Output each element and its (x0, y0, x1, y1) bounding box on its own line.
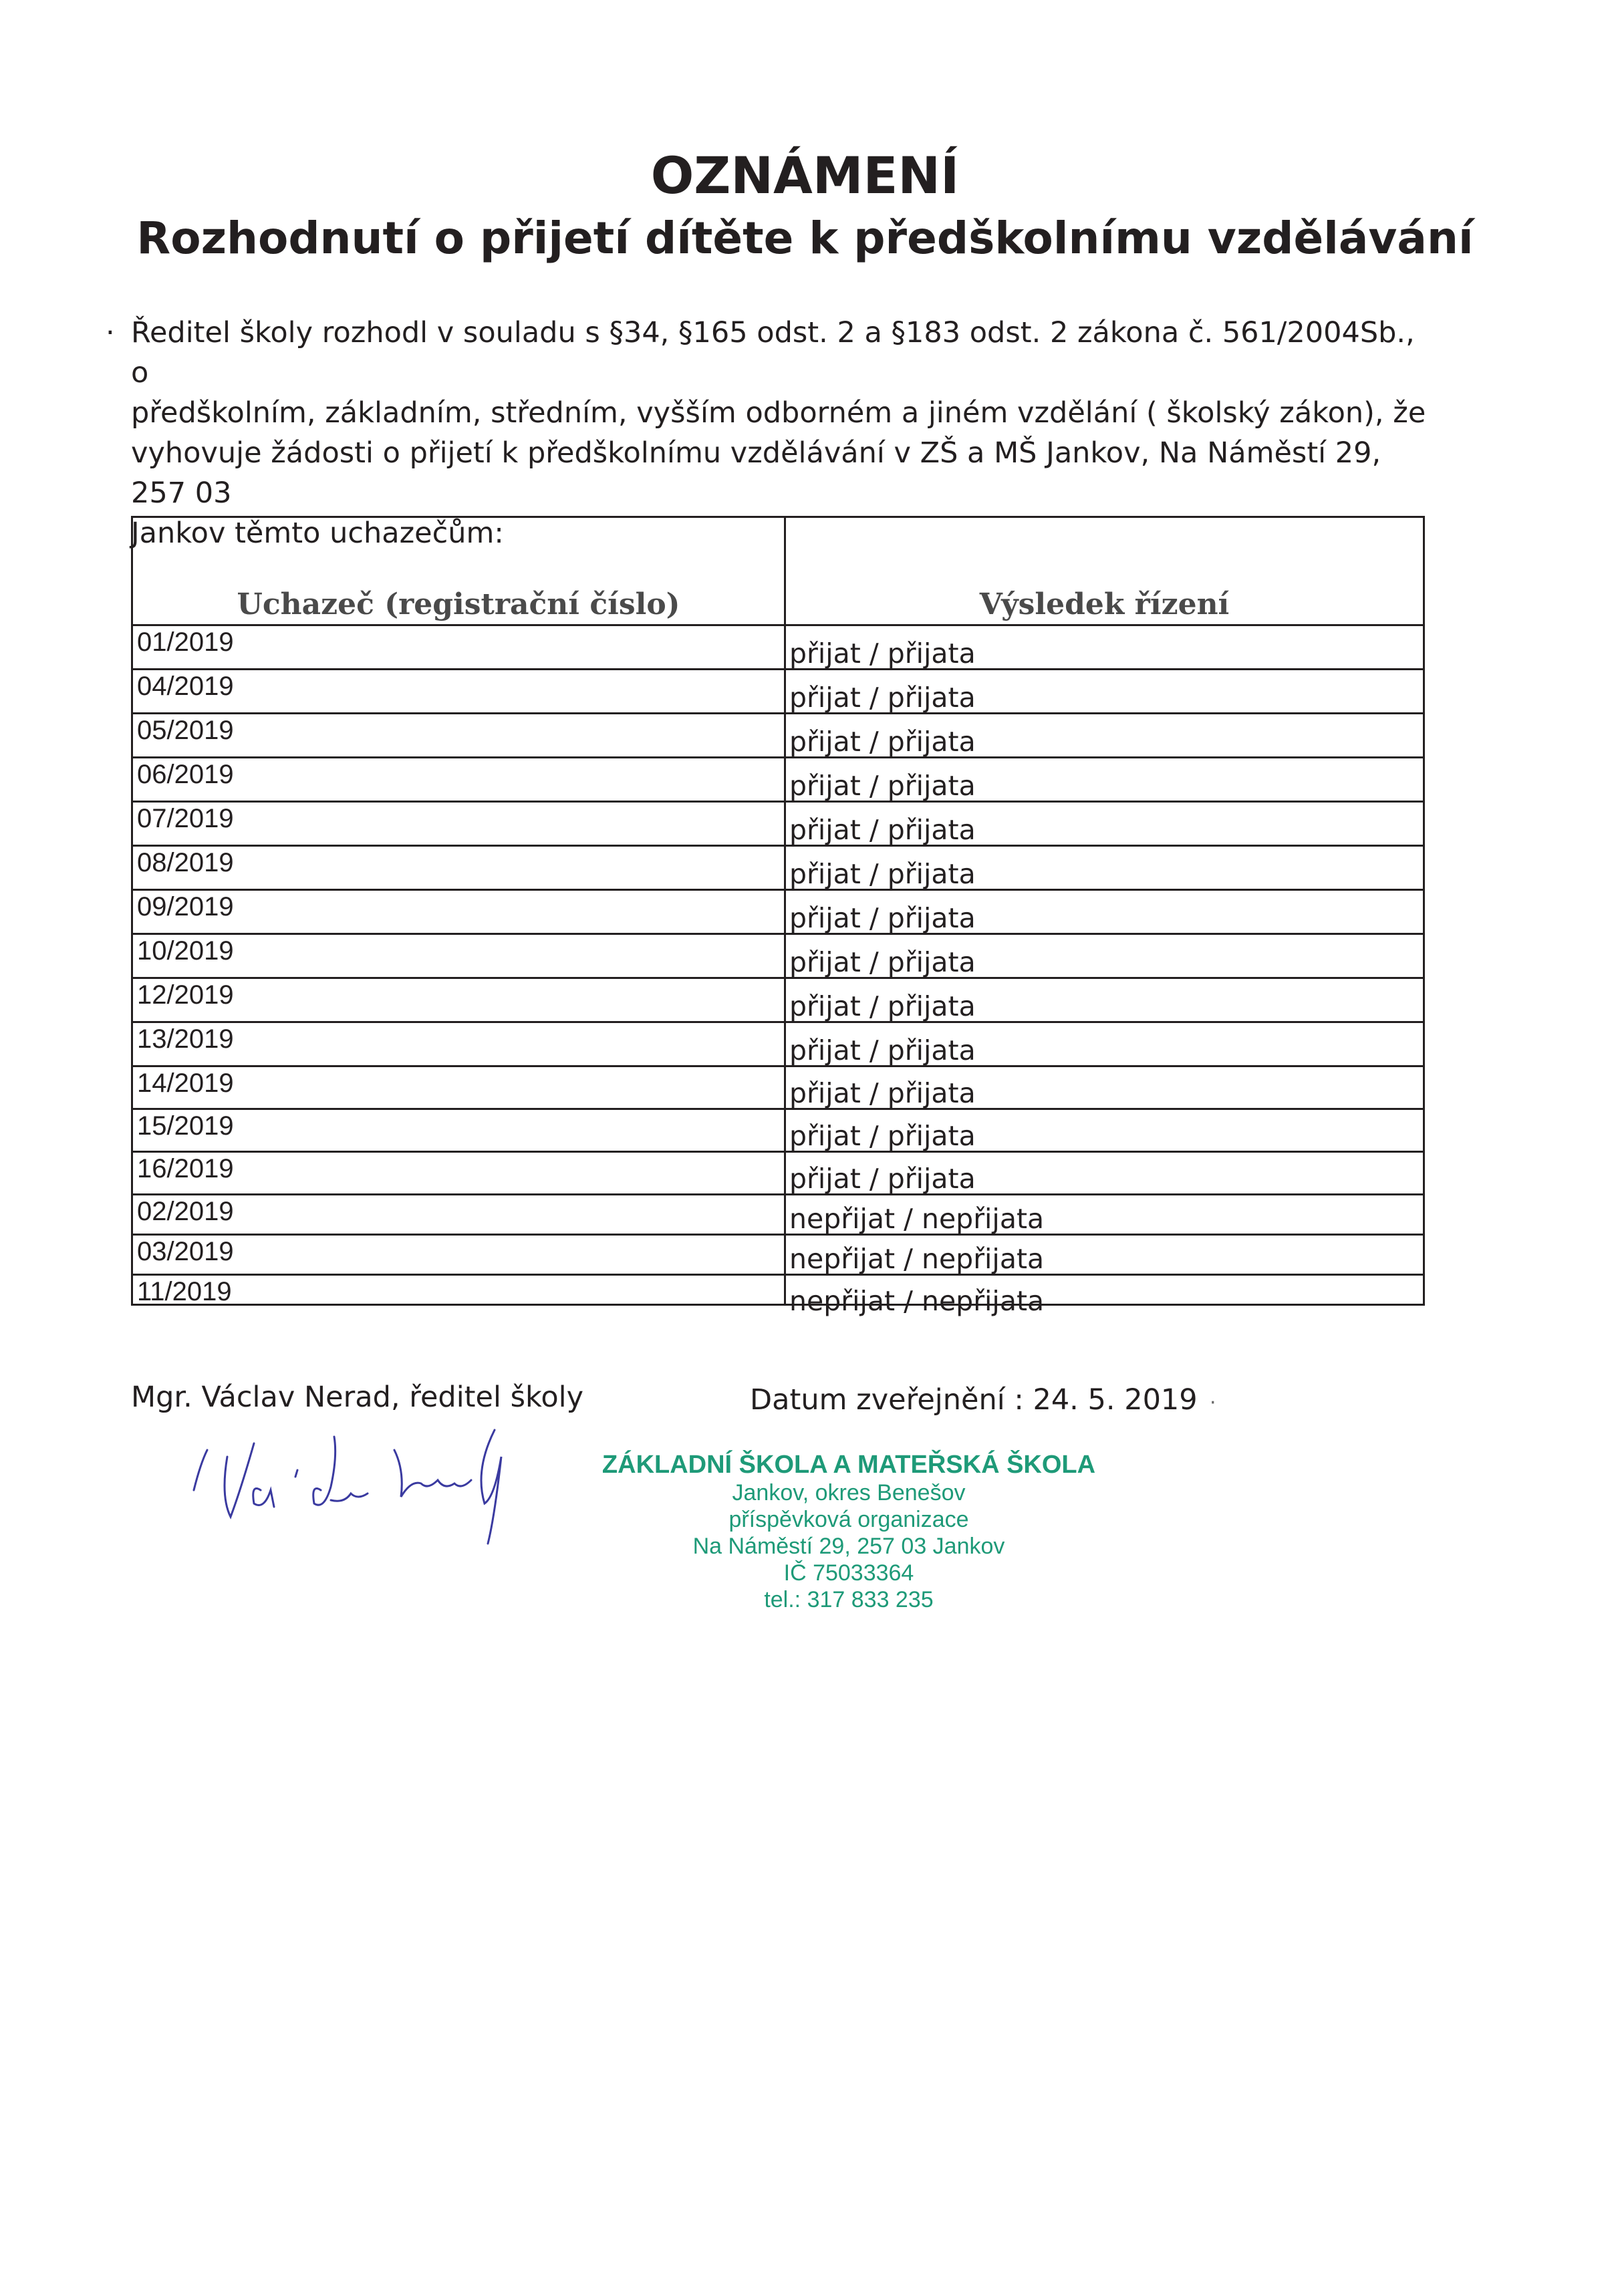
intro-paragraph: Ředitel školy rozhodl v souladu s §34, §165 odst. 2 a §183 odst. 2 zákona č. 561/2004Sb., o předškolním, základním, středním, vyšším odborném a jiném vzdělání ( školský zákon), že vyhovuje žádosti o přijetí k předškolnímu vzdělávání v ZŠ a MŠ Jankov, Na Náměstí 29, 257 03 Jankov těmto uchazečům: (131, 316, 1426, 550)
candidate-id: 08/2019 (137, 848, 234, 877)
candidate-id: 11/2019 (137, 1277, 232, 1306)
candidate-id: 13/2019 (137, 1024, 234, 1054)
result-value: přijat / přijata (789, 902, 976, 934)
table-row (133, 1023, 1423, 1067)
table-row (133, 1276, 1423, 1316)
result-value: přijat / přijata (789, 990, 976, 1022)
table-row (133, 891, 1423, 935)
candidate-id: 07/2019 (137, 804, 234, 833)
school-stamp (548, 1450, 1150, 1613)
table-row (133, 670, 1423, 714)
stamp-org-type: příspěvková organizace (728, 1507, 969, 1532)
table-row (133, 1153, 1423, 1195)
result-value: přijat / přijata (789, 814, 976, 846)
result-value: přijat / přijata (789, 682, 976, 714)
handwritten-signature (180, 1417, 555, 1550)
result-value: přijat / přijata (789, 770, 976, 802)
stamp-district: Jankov, okres Benešov (732, 1480, 966, 1505)
result-value: přijat / přijata (789, 1163, 976, 1195)
results-table (131, 516, 1425, 1317)
result-value: přijat / přijata (789, 637, 976, 670)
header-candidate: Uchazeč (registrační číslo) (237, 587, 680, 621)
candidate-id: 16/2019 (137, 1154, 234, 1183)
candidate-id: 04/2019 (137, 672, 234, 701)
table-row (133, 1067, 1423, 1110)
result-value: přijat / přijata (789, 1034, 976, 1066)
candidate-id: 12/2019 (137, 980, 234, 1010)
table-row (133, 1110, 1423, 1153)
publication-date: Datum zveřejnění : 24. 5. 2019 (750, 1383, 1198, 1417)
candidate-id: 09/2019 (137, 892, 234, 921)
table-row (133, 979, 1423, 1023)
candidate-id: 06/2019 (137, 760, 234, 789)
table-row (133, 626, 1423, 670)
result-value: přijat / přijata (789, 1120, 976, 1152)
table-row (133, 803, 1423, 847)
candidate-id: 01/2019 (137, 627, 234, 657)
candidate-id: 14/2019 (137, 1068, 234, 1098)
result-value: přijat / přijata (789, 858, 976, 890)
candidate-id: 15/2019 (137, 1111, 234, 1141)
table-row (133, 1195, 1423, 1236)
signer-name: Mgr. Václav Nerad, ředitel školy (131, 1381, 584, 1414)
result-value: nepřijat / nepřijata (789, 1243, 1045, 1275)
candidate-id: 02/2019 (137, 1197, 234, 1226)
header-result: Výsledek řízení (979, 587, 1230, 621)
document-title: OZNÁMENÍ (650, 146, 960, 205)
result-value: přijat / přijata (789, 726, 976, 758)
result-value: nepřijat / nepřijata (789, 1203, 1045, 1235)
candidate-id: 10/2019 (137, 936, 234, 966)
document-subtitle: Rozhodnutí o přijetí dítěte k předškolnímu vzdělávání (136, 212, 1474, 264)
result-value: přijat / přijata (789, 1077, 976, 1109)
candidate-id: 03/2019 (137, 1237, 234, 1266)
intro-bullet: · (106, 316, 115, 349)
stamp-ic: IČ 75033364 (783, 1560, 914, 1586)
table-row (133, 714, 1423, 758)
stamp-phone: tel.: 317 833 235 (764, 1587, 934, 1612)
stamp-school-name: ZÁKLADNÍ ŠKOLA A MATEŘSKÁ ŠKOLA (601, 1451, 1096, 1479)
result-value: nepřijat / nepřijata (789, 1285, 1045, 1317)
result-value: přijat / přijata (789, 946, 976, 978)
table-row (133, 935, 1423, 979)
table-row (133, 758, 1423, 803)
table-header-row (133, 518, 1423, 626)
stray-mark: · (1210, 1391, 1216, 1415)
candidate-id: 05/2019 (137, 716, 234, 745)
stamp-address: Na Náměstí 29, 257 03 Jankov (692, 1534, 1005, 1559)
table-row (133, 847, 1423, 891)
table-row (133, 1236, 1423, 1276)
